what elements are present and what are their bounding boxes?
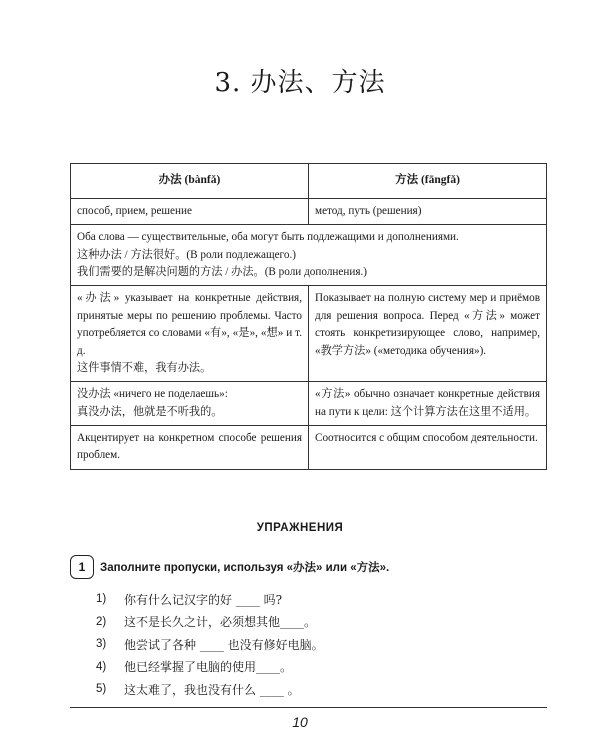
item-number: 3) xyxy=(96,638,107,651)
item-number: 1) xyxy=(96,593,107,606)
page-number: 10 xyxy=(292,714,308,730)
list-item xyxy=(96,678,536,701)
item-number: 2) xyxy=(96,615,107,628)
header-fangfa: 方法 (fāngfǎ) xyxy=(309,164,547,199)
item-number: 5) xyxy=(96,683,107,696)
cell-banfa-idiom xyxy=(71,382,309,426)
item-number: 4) xyxy=(96,660,107,673)
table-row xyxy=(71,425,547,469)
banfa-usage-text: «办法» указывает на конкретные действия, принятые меры по решению проблемы. Часто употребляется со словами «有», «是», «想» и т. д. xyxy=(77,292,302,357)
table-header-row xyxy=(71,164,547,199)
table-row xyxy=(71,286,547,382)
banfa-usage-example: 这件事情不难，我有办法。 xyxy=(77,361,212,374)
header-banfa: 办法 (bànfǎ) xyxy=(71,164,309,199)
footer-divider xyxy=(70,707,547,708)
common-usage-example-object: 我们需要的是解决问题的方法 / 办法。(В роли дополнения.) xyxy=(77,266,367,279)
list-item xyxy=(96,588,536,611)
cell-banfa-meaning: способ, прием, решение xyxy=(71,199,309,225)
banfa-idiom-text: 没办法 «ничего не поделаешь»: xyxy=(77,388,228,401)
list-item xyxy=(96,656,536,679)
exercise-task xyxy=(70,554,550,580)
cell-banfa-focus: Акцентирует на конкретном способе решения проблем. xyxy=(71,425,309,469)
list-item xyxy=(96,611,536,634)
table-row xyxy=(71,382,547,426)
banfa-idiom-example: 真没办法，他就是不听我的。 xyxy=(77,405,223,418)
item-sentence: 他已经掌握了电脑的使用____。 xyxy=(124,660,293,675)
item-sentence: 你有什么记汉字的好 ____ 吗? xyxy=(124,592,283,607)
cell-fangfa-focus: Соотносится с общим способом деятельности. xyxy=(309,425,547,469)
task-number-badge: 1 xyxy=(70,555,94,579)
page-title: 3. 办法、方法 xyxy=(214,68,386,98)
cell-banfa-usage xyxy=(71,286,309,382)
cell-fangfa-concrete: «方法» обычно означает конкретные действия на пути к цели: 这个计算方法在这里不适用。 xyxy=(309,382,547,426)
table-row xyxy=(71,225,547,286)
item-sentence: 他尝试了各种 ____ 也没有修好电脑。 xyxy=(124,637,324,652)
item-sentence: 这太难了，我也没有什么 ____ 。 xyxy=(124,682,300,697)
exercise-list xyxy=(96,588,536,701)
common-usage-text: Оба слова — существительные, оба могут быть подлежащими и дополнениями. xyxy=(77,231,459,244)
comparison-table xyxy=(70,163,547,470)
item-sentence: 这不是长久之计，必须想其他____。 xyxy=(124,615,317,630)
table-row xyxy=(71,199,547,225)
cell-fangfa-meaning: метод, путь (решения) xyxy=(309,199,547,225)
task-instruction: Заполните пропуски, используя «办法» или «方法». xyxy=(100,562,390,574)
common-usage-example-subject: 这种办法 / 方法很好。(В роли подлежащего.) xyxy=(77,248,296,261)
list-item xyxy=(96,633,536,656)
cell-fangfa-usage: Показывает на полную систему мер и приёмов для решения вопроса. Перед «方法» может стоять конкретизирующее слово, например, «教学方法» («методика обучения»). xyxy=(309,286,547,382)
exercises-heading: УПРАЖНЕНИЯ xyxy=(256,522,344,534)
cell-common-usage xyxy=(71,225,547,286)
